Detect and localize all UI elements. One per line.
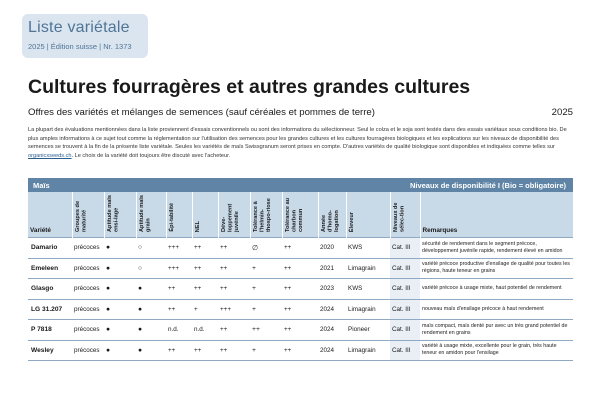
- col-charbon-label: Tolérance au charbon commun: [284, 197, 304, 232]
- col-grain-cell: ○: [136, 238, 166, 259]
- col-remarks-cell: maïs compact, maïs denté pur avec un très grand potentiel de rendement en grains: [420, 320, 573, 341]
- col-nel-cell: ++: [192, 279, 218, 300]
- col-nel-cell: n.d.: [192, 320, 218, 341]
- col-maturity-cell: précoces: [72, 279, 104, 300]
- col-maturity-cell: précoces: [72, 238, 104, 259]
- col-helminthosporium-cell: +: [250, 340, 282, 361]
- col-year-label: Année d'homo-logation: [320, 210, 340, 232]
- col-grain-cell: ●: [136, 320, 166, 341]
- col-maturity-header: [72, 192, 104, 238]
- table-band: [28, 178, 573, 192]
- col-silage-cell: ●: [104, 340, 136, 361]
- col-year-cell: 2024: [318, 320, 346, 341]
- col-maturity-cell: précoces: [72, 258, 104, 279]
- col-helminthosporium-cell: +: [250, 258, 282, 279]
- col-level-label: Niveaux de sélec-tion: [392, 202, 405, 232]
- col-epi-label: Épi-tabilité: [168, 203, 175, 232]
- table-row: [28, 299, 573, 320]
- col-remarks-cell: variété précoce productive d'ensilage de qualité pour toutes les régions, haute teneur en grains: [420, 258, 573, 279]
- col-year-cell: 2024: [318, 340, 346, 361]
- col-remarks-cell: variété précoce à usage mixte, haut potentiel de rendement: [420, 279, 573, 300]
- col-charbon-cell: ++: [282, 340, 318, 361]
- col-remarks-cell: sécurité de rendement dans le segment précoce, développement juvénile rapide, rendement élevé en amidon: [420, 238, 573, 259]
- col-level-cell: Cat. III: [390, 279, 420, 300]
- col-year-header: [318, 192, 346, 238]
- col-helminthosporium-label: Tolérance à l'helmin-thospo-riose: [252, 198, 272, 232]
- col-silage-label: Aptitude maïs ensi-lage: [106, 195, 119, 232]
- col-grain-cell: ●: [136, 340, 166, 361]
- col-breeder-cell: Limagrain: [346, 340, 390, 361]
- col-breeder-cell: Limagrain: [346, 299, 390, 320]
- col-breeder-cell: Limagrain: [346, 258, 390, 279]
- col-nel-cell: ++: [192, 258, 218, 279]
- table-row: [28, 340, 573, 361]
- col-maturity-cell: précoces: [72, 299, 104, 320]
- table-row: [28, 238, 573, 259]
- col-nel-cell: +: [192, 299, 218, 320]
- col-grain-cell: ○: [136, 258, 166, 279]
- col-silage-cell: ●: [104, 258, 136, 279]
- col-maturity-cell: précoces: [72, 340, 104, 361]
- col-development-cell: +++: [218, 299, 250, 320]
- col-nel-cell: ++: [192, 238, 218, 259]
- col-nel-header: [192, 192, 218, 238]
- page-title: Cultures fourragères et autres grandes cultures: [28, 76, 471, 98]
- crop-name: Maïs: [33, 180, 50, 190]
- table-row: [28, 320, 573, 341]
- col-breeder-label: Éleveur: [348, 211, 355, 232]
- intro-text-end: . Le choix de la variété doit toujours être discuté avec l'acheteur.: [71, 152, 231, 159]
- col-helminthosporium-cell: ++: [250, 320, 282, 341]
- col-grain-cell: ●: [136, 279, 166, 300]
- col-epi-cell: ++: [166, 299, 192, 320]
- edition-info: 2025 | Édition suisse | Nr. 1373: [28, 42, 132, 51]
- variety-table: [28, 192, 574, 361]
- availability-level: Niveaux de disponibilité I (Bio = obligatoire): [409, 180, 566, 190]
- col-nel-label: NEL: [194, 220, 201, 232]
- col-helminthosporium-cell: +: [250, 279, 282, 300]
- col-maturity-cell: précoces: [72, 320, 104, 341]
- col-epi-cell: ++: [166, 340, 192, 361]
- col-level-cell: Cat. III: [390, 299, 420, 320]
- col-helminthosporium-cell: +: [250, 299, 282, 320]
- col-year-cell: 2021: [318, 258, 346, 279]
- col-maturity-label: Groupes de maturité: [74, 200, 87, 232]
- col-silage-cell: ●: [104, 238, 136, 259]
- col-variety-cell: P 7818: [28, 320, 72, 341]
- table-row: [28, 258, 573, 279]
- col-epi-cell: n.d.: [166, 320, 192, 341]
- col-remarks-header: [420, 192, 573, 238]
- col-variety-cell: Wesley: [28, 340, 72, 361]
- col-charbon-cell: ++: [282, 299, 318, 320]
- col-development-label: Déve-loppement juvénile: [220, 203, 240, 232]
- col-grain-label: Aptitude maïs grain: [138, 195, 151, 232]
- col-epi-cell: ++: [166, 279, 192, 300]
- col-level-cell: Cat. III: [390, 238, 420, 259]
- col-remarks-cell: variété à usage mixte, excellente pour le grain, très haute teneur en amidon pour l'ensilage: [420, 340, 573, 361]
- col-development-cell: ++: [218, 320, 250, 341]
- col-remarks-cell: nouveau maïs d'ensilage précoce à haut rendement: [420, 299, 573, 320]
- col-variety-cell: Emeleen: [28, 258, 72, 279]
- table-body: [28, 238, 573, 361]
- series-title: Liste variétale: [28, 19, 130, 36]
- col-development-cell: ++: [218, 258, 250, 279]
- col-epi-cell: +++: [166, 238, 192, 259]
- col-charbon-cell: ++: [282, 238, 318, 259]
- col-silage-cell: ●: [104, 299, 136, 320]
- col-variety-label: Variété: [30, 227, 51, 234]
- intro-paragraph: [28, 126, 574, 160]
- col-nel-cell: ++: [192, 340, 218, 361]
- variety-table-section: [28, 178, 573, 361]
- col-breeder-header: [346, 192, 390, 238]
- series-title-box: [22, 14, 148, 58]
- col-charbon-cell: ++: [282, 258, 318, 279]
- col-variety-cell: Damario: [28, 238, 72, 259]
- table-row: [28, 279, 573, 300]
- intro-text: La plupart des évaluations mentionnées dans la liste proviennent d'essais conventionnels ou sont des informations du sélectionneur. Seul le colza et le soja sont testés dans des essais variétaux sous conditions bio. De plus amples informations à ce sujet tout comme la réglementation sur l'utilisation des semences pour les grandes cultures et les cultures fourragères biologiques et les explications sur les niveaux de disponibilité des semences se trouvent à la fin de la présente liste variétale. Seules les variétés de maïs Swissgranum seront prises en compte. D'autres variétés de qualité biologique sont disponibles et indiquées comme telles sur: [28, 127, 567, 151]
- col-grain-header: [136, 192, 166, 238]
- col-silage-cell: ●: [104, 320, 136, 341]
- col-grain-cell: ●: [136, 299, 166, 320]
- col-breeder-cell: KWS: [346, 279, 390, 300]
- col-variety-cell: LG 31.207: [28, 299, 72, 320]
- col-remarks-label: Remarques: [422, 227, 458, 234]
- col-silage-header: [104, 192, 136, 238]
- col-silage-cell: ●: [104, 279, 136, 300]
- col-level-cell: Cat. III: [390, 340, 420, 361]
- col-breeder-cell: Pioneer: [346, 320, 390, 341]
- col-level-cell: Cat. III: [390, 320, 420, 341]
- col-development-cell: ++: [218, 340, 250, 361]
- col-year-cell: 2020: [318, 238, 346, 259]
- col-charbon-cell: ++: [282, 320, 318, 341]
- organicxseeds-link[interactable]: organicxseeds.ch: [28, 152, 72, 159]
- col-development-cell: ++: [218, 238, 250, 259]
- col-development-cell: ++: [218, 279, 250, 300]
- col-charbon-cell: ++: [282, 279, 318, 300]
- table-header-row: [28, 192, 573, 238]
- col-variety-header: [28, 192, 72, 238]
- col-epi-cell: +++: [166, 258, 192, 279]
- col-development-header: [218, 192, 250, 238]
- col-charbon-header: [282, 192, 318, 238]
- col-year-cell: 2023: [318, 279, 346, 300]
- col-helminthosporium-header: [250, 192, 282, 238]
- col-level-cell: Cat. III: [390, 258, 420, 279]
- col-breeder-cell: KWS: [346, 238, 390, 259]
- col-helminthosporium-cell: ∅: [250, 238, 282, 259]
- col-variety-cell: Glasgo: [28, 279, 72, 300]
- col-level-header: [390, 192, 420, 238]
- page-subtitle: Offres des variétés et mélanges de semences (sauf céréales et pommes de terre): [28, 107, 375, 118]
- col-epi-header: [166, 192, 192, 238]
- page-year: 2025: [551, 107, 573, 118]
- col-year-cell: 2024: [318, 299, 346, 320]
